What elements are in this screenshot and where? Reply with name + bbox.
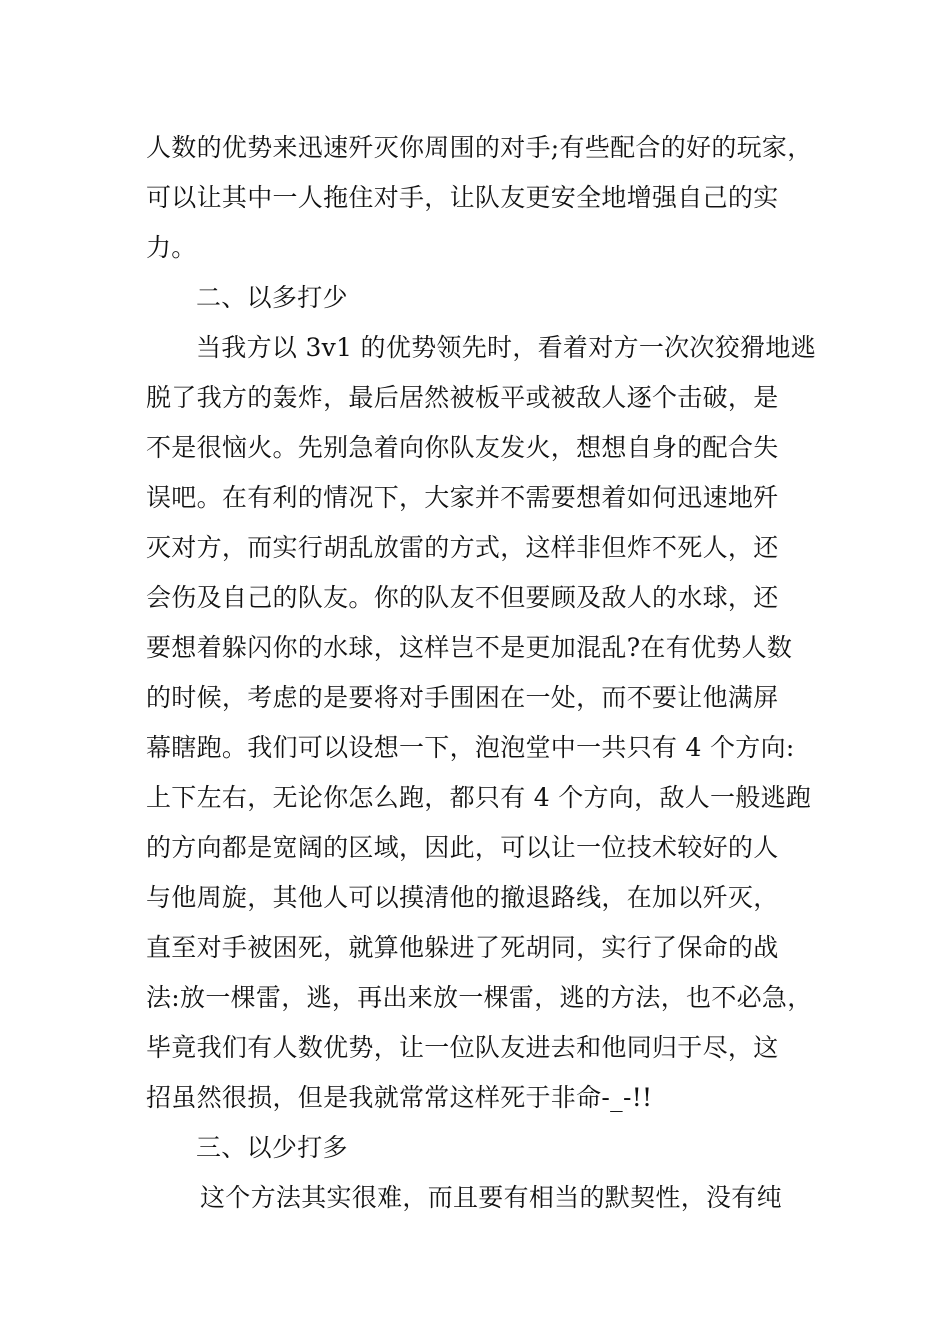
section-heading: 三、以少打多 — [196, 1133, 348, 1162]
paragraph-line: 与他周旋，其他人可以摸清他的撤退路线，在加以歼灭， — [146, 883, 779, 912]
paragraph-line: 要想着躲闪你的水球，这样岂不是更加混乱?在有优势人数 — [146, 633, 793, 662]
paragraph-line: 法:放一棵雷，逃，再出来放一棵雷，逃的方法，也不必急， — [146, 983, 813, 1012]
paragraph-line: 人数的优势来迅速歼灭你周围的对手;有些配合的好的玩家， — [146, 133, 813, 162]
paragraph-line: 招虽然很损，但是我就常常这样死于非命-_-!! — [146, 1083, 653, 1112]
paragraph-line: 不是很恼火。先别急着向你队友发火，想想自身的配合失 — [146, 433, 779, 462]
paragraph-line: 误吧。在有利的情况下，大家并不需要想着如何迅速地歼 — [146, 483, 779, 512]
paragraph-line: 会伤及自己的队友。你的队友不但要顾及敌人的水球，还 — [146, 583, 779, 612]
paragraph-line: 幕瞎跑。我们可以设想一下，泡泡堂中一共只有 4 个方向: — [146, 733, 795, 762]
paragraph-line: 毕竟我们有人数优势，让一位队友进去和他同归于尽，这 — [146, 1033, 779, 1062]
section-heading: 二、以多打少 — [196, 283, 348, 312]
paragraph-line: 的时候，考虑的是要将对手围困在一处，而不要让他满屏 — [146, 683, 779, 712]
paragraph-line: 当我方以 3v1 的优势领先时，看着对方一次次狡猾地逃 — [196, 333, 816, 362]
paragraph-line: 上下左右，无论你怎么跑，都只有 4 个方向，敌人一般逃跑 — [146, 783, 812, 812]
paragraph-line: 这个方法其实很难，而且要有相当的默契性，没有纯 — [200, 1183, 782, 1212]
paragraph-line: 力。 — [146, 233, 197, 262]
paragraph-line: 脱了我方的轰炸，最后居然被板平或被敌人逐个击破，是 — [146, 383, 779, 412]
paragraph-line: 可以让其中一人拖住对手，让队友更安全地增强自己的实 — [146, 183, 779, 212]
paragraph-line: 灭对方，而实行胡乱放雷的方式，这样非但炸不死人，还 — [146, 533, 779, 562]
paragraph-line: 的方向都是宽阔的区域，因此，可以让一位技术较好的人 — [146, 833, 779, 862]
paragraph-line: 直至对手被困死，就算他躲进了死胡同，实行了保命的战 — [146, 933, 779, 962]
